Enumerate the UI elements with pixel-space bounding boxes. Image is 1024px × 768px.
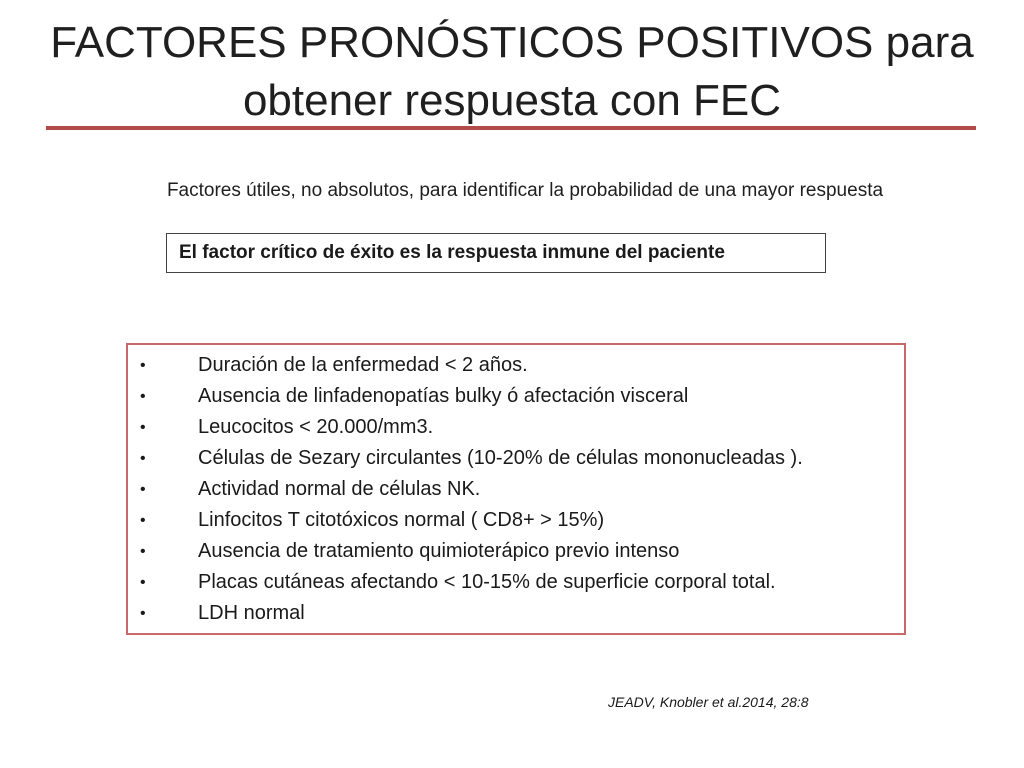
critical-factor-box: El factor crítico de éxito es la respuesta inmune del paciente: [166, 233, 826, 273]
factor-text: Células de Sezary circulantes (10-20% de células mononucleadas ).: [198, 447, 803, 469]
factor-text: Placas cutáneas afectando < 10-15% de superficie corporal total.: [198, 571, 776, 593]
factor-item: [128, 536, 904, 567]
factor-item: [128, 381, 904, 412]
bullet-icon: •: [140, 512, 146, 529]
factor-text: Actividad normal de células NK.: [198, 478, 481, 500]
bullet-icon: •: [140, 419, 146, 436]
bullet-icon: •: [140, 481, 146, 498]
factor-item: [128, 598, 904, 629]
bullet-icon: •: [140, 357, 146, 374]
bullet-icon: •: [140, 543, 146, 560]
factor-item: [128, 567, 904, 598]
factor-text: Ausencia de linfadenopatías bulky ó afectación visceral: [198, 385, 689, 407]
factor-text: Linfocitos T citotóxicos normal ( CD8+ > 15%): [198, 509, 605, 531]
factor-item: [128, 443, 904, 474]
bullet-icon: •: [140, 605, 146, 622]
factor-text: LDH normal: [198, 602, 305, 624]
subtitle-text: Factores útiles, no absolutos, para identificar la probabilidad de una mayor respuesta: [166, 180, 884, 201]
citation-reference: JEADV, Knobler et al.2014, 28:8: [608, 694, 809, 710]
factor-item: [128, 505, 904, 536]
factor-item: [128, 350, 904, 381]
factors-list: [128, 350, 904, 629]
factor-item: [128, 412, 904, 443]
factor-text: Leucocitos < 20.000/mm3.: [198, 416, 434, 438]
factor-text: Ausencia de tratamiento quimioterápico previo intenso: [198, 540, 680, 562]
factor-text: Duración de la enfermedad < 2 años.: [198, 354, 528, 376]
bullet-icon: •: [140, 450, 146, 467]
factor-item: [128, 474, 904, 505]
bullet-icon: •: [140, 574, 146, 591]
title-underline-divider: [46, 126, 976, 130]
bullet-icon: •: [140, 388, 146, 405]
factors-box: [126, 343, 906, 635]
slide-title: FACTORES PRONÓSTICOS POSITIVOS para obtener respuesta con FEC: [50, 18, 974, 125]
